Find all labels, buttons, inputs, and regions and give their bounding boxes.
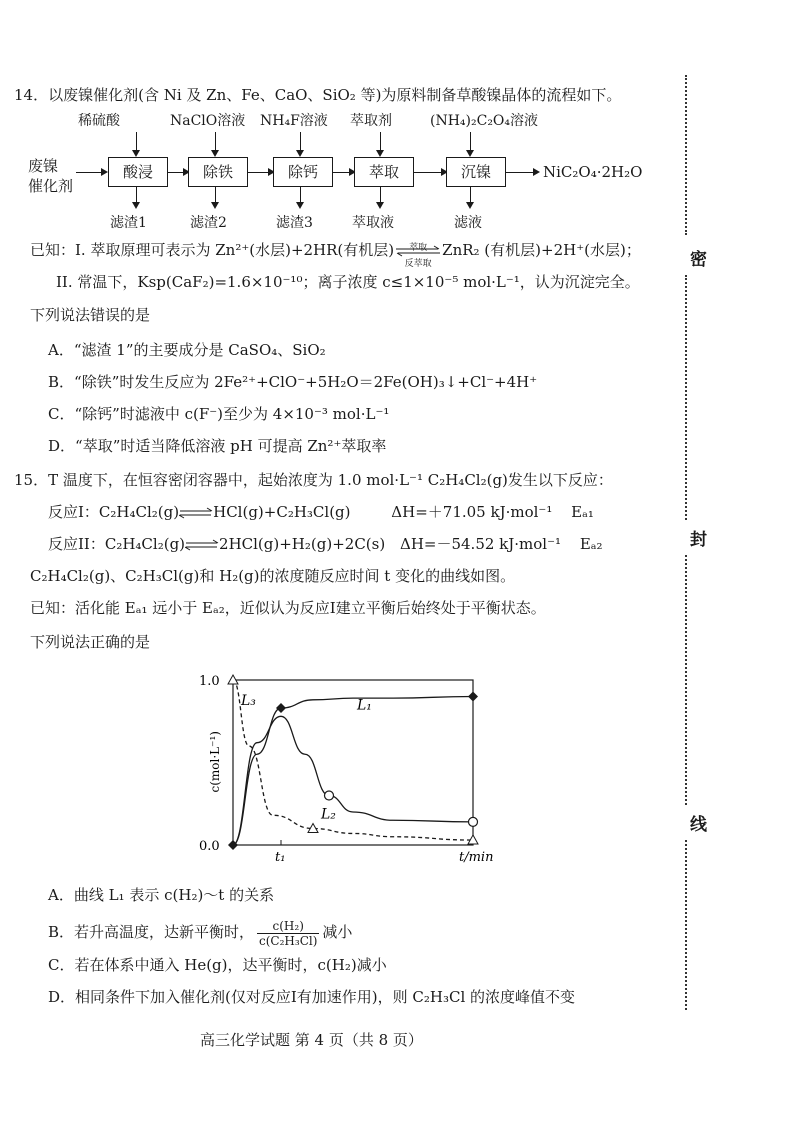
series-label-l1: L₁ (357, 697, 372, 714)
q14-stem: 14．以废镍催化剂(含 Ni 及 Zn、Fe、CaO、SiO₂ 等)为原料制备草酸镍晶体的流程如下。 (14, 86, 622, 104)
step-remove-iron: 除铁 (188, 157, 248, 187)
residue-2: 滤渣2 (190, 215, 227, 231)
q15-known: 已知：活化能 Eₐ₁ 远小于 Eₐ₂，近似认为反应I建立平衡后始终处于平衡状态。 (30, 599, 546, 617)
q14-option-a[interactable]: A．“滤渣 1”的主要成分是 CaSO₄、SiO₂ (48, 341, 326, 359)
q15-reaction-1: 反应I：C₂H₄Cl₂(g) HCl(g)+C₂H₃Cl(g) ΔH=＋71.05 kJ·mol⁻¹ Eₐ₁ (48, 503, 594, 521)
q15-curve-desc: C₂H₄Cl₂(g)、C₂H₃Cl(g)和 H₂(g)的浓度随反应时间 t 变化的曲线如图。 (30, 567, 516, 585)
extract-liquid: 萃取液 (352, 215, 394, 231)
filtrate: 滤液 (454, 215, 482, 231)
q15-option-c[interactable]: C．若在体系中通入 He(g)，达平衡时，c(H₂)减小 (48, 956, 387, 974)
seal-dotted-line-1 (685, 75, 687, 235)
marker-circle (325, 791, 334, 800)
reagent-3: NH₄F溶液 (260, 113, 328, 129)
q15-option-b[interactable]: B．若升高温度，达新平衡时， $\frac{\text{c(H₂)}}{\text{c(C₂H₃Cl)}}$ 减小 (48, 918, 353, 948)
seal-dotted-line-3 (685, 555, 687, 805)
series-label-l3: L₃ (241, 692, 256, 709)
step-remove-calcium: 除钙 (273, 157, 333, 187)
q14-option-b[interactable]: B．“除铁”时发生反应为 2Fe²⁺+ClO⁻+5H₂O＝2Fe(OH)₃↓+Cl⁻+4H⁺ (48, 373, 538, 391)
flow-product: NiC₂O₄·2H₂O (543, 163, 643, 181)
page-footer: 高三化学试题 第 4 页（共 8 页） (200, 1031, 423, 1049)
q14-known-1: 已知：I. 萃取原理可表示为 Zn²⁺(水层)+2HR(有机层) 萃取 反萃取 ZnR₂ (有机层)+2H⁺(水层)； (30, 241, 641, 269)
step-extraction: 萃取 (354, 157, 414, 187)
concentration-time-chart (195, 665, 515, 875)
step-nickel-precip: 沉镍 (446, 157, 506, 187)
x-tick-label-t1: t₁ (275, 850, 286, 865)
seal-char-1: 密 (690, 250, 707, 270)
q15-option-d[interactable]: D．相同条件下加入催化剂(仅对反应I有加速作用)，则 C₂H₃Cl 的浓度峰值不变 (48, 988, 576, 1006)
q14-known-2: II. 常温下，Ksp(CaF₂)=1.6×10⁻¹⁰；离子浓度 c≤1×10⁻⁵ mol·L⁻¹，认为沉淀完全。 (56, 273, 640, 291)
flow-start-2: 催化剂 (28, 177, 74, 195)
reagent-2: NaClO溶液 (170, 113, 246, 129)
flow-start-1: 废镍 (28, 157, 59, 175)
reagent-4: 萃取剂 (350, 113, 392, 129)
h2-ratio-fraction: $\frac{\text{c(H₂)}}{\text{c(C₂H₃Cl)}}$ (259, 918, 318, 948)
equilibrium-arrow-2 (185, 538, 219, 552)
seal-char-2: 封 (690, 530, 707, 550)
y-tick-label-bottom: 0.0 (199, 839, 220, 854)
series-label-l2: L₂ (321, 806, 336, 823)
residue-3: 滤渣3 (276, 215, 313, 231)
y-axis-label: c(mol·L⁻¹) (208, 731, 222, 793)
marker-diamond (276, 703, 286, 713)
q15-option-a[interactable]: A．曲线 L₁ 表示 c(H₂)～t 的关系 (48, 886, 275, 904)
series-line-3 (233, 680, 473, 840)
q15-prompt: 下列说法正确的是 (30, 633, 151, 651)
series-line-2 (233, 716, 473, 845)
marker-diamond (468, 692, 478, 702)
seal-char-3: 线 (690, 815, 707, 835)
x-axis-label: t/min (459, 850, 494, 865)
plot-frame (233, 680, 473, 845)
q15-stem: 15．T 温度下，在恒容密闭容器中，起始浓度为 1.0 mol·L⁻¹ C₂H₄Cl₂(g)发生以下反应： (14, 471, 613, 489)
q14-option-d[interactable]: D．“萃取”时适当降低溶液 pH 可提高 Zn²⁺萃取率 (48, 437, 387, 455)
series-line-1 (233, 697, 473, 846)
residue-1: 滤渣1 (110, 215, 147, 231)
y-tick-label-top: 1.0 (199, 674, 220, 689)
marker-circle (469, 817, 478, 826)
reagent-5: (NH₄)₂C₂O₄溶液 (430, 113, 539, 129)
step-acid-leach: 酸浸 (108, 157, 168, 187)
reagent-1: 稀硫酸 (78, 113, 120, 129)
reversible-arrow: 萃取 反萃取 (394, 241, 442, 261)
equilibrium-arrow-1 (179, 506, 213, 520)
q15-reaction-2: 反应II：C₂H₄Cl₂(g) 2HCl(g)+H₂(g)+2C(s) ΔH=－54.52 kJ·mol⁻¹ Eₐ₂ (48, 535, 603, 553)
seal-dotted-line-4 (685, 840, 687, 1010)
q14-prompt: 下列说法错误的是 (30, 306, 151, 324)
seal-dotted-line-2 (685, 275, 687, 520)
q14-option-c[interactable]: C．“除钙”时滤液中 c(F⁻)至少为 4×10⁻³ mol·L⁻¹ (48, 405, 390, 423)
